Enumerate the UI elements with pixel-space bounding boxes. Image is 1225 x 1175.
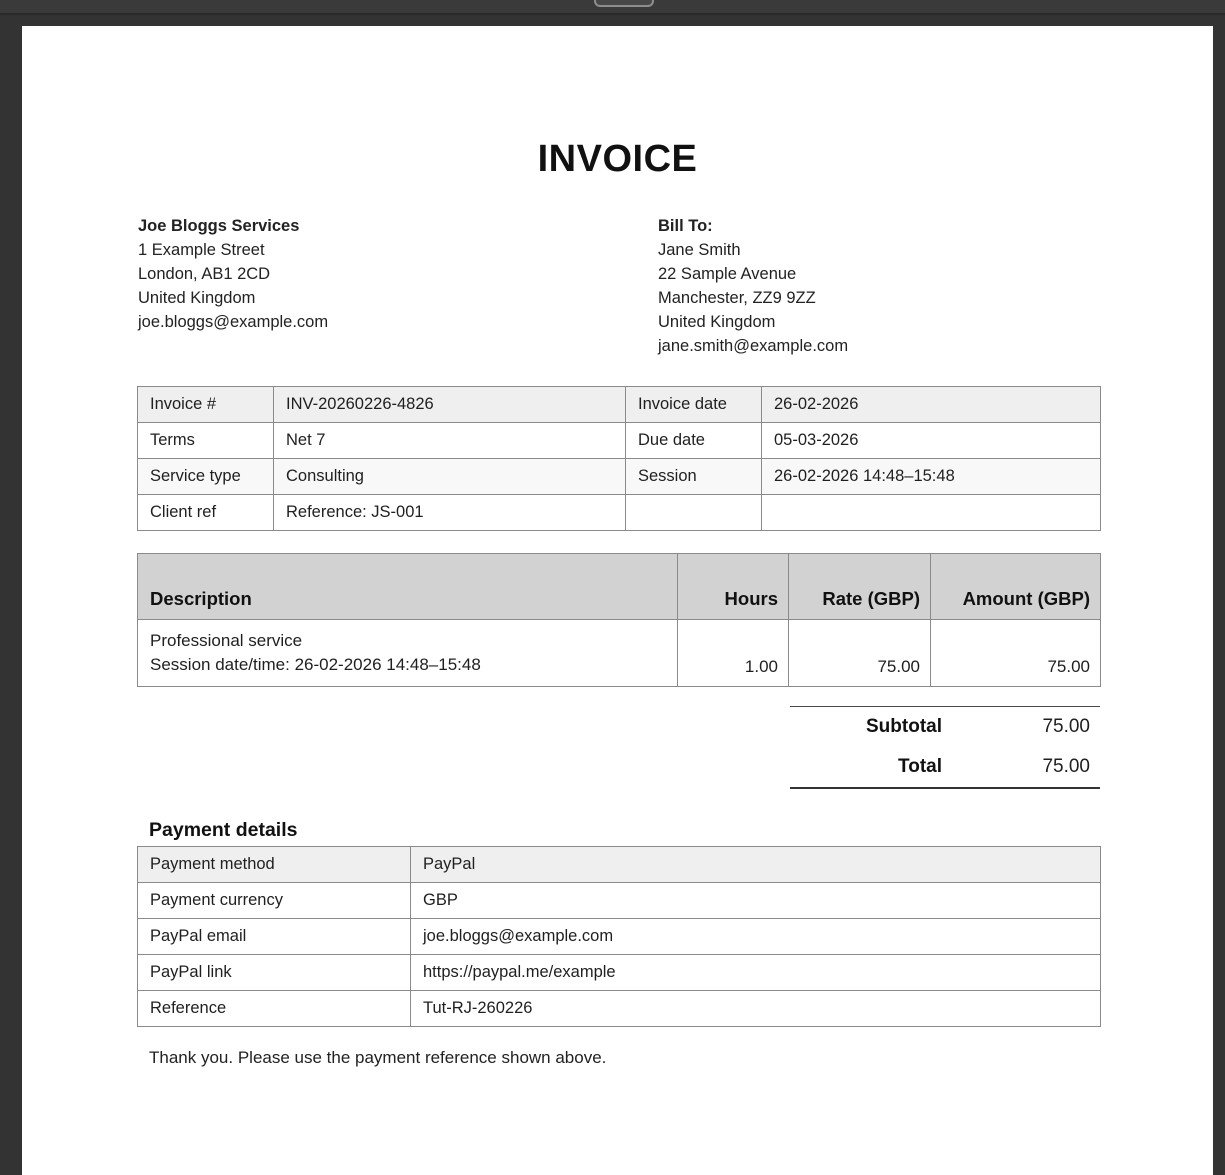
line-item-rate: 75.00	[789, 620, 931, 687]
line-item-description-line2: Session date/time: 26-02-2026 14:48–15:48	[150, 655, 481, 674]
total-label: Total	[898, 756, 942, 777]
line-item-description-line1: Professional service	[150, 631, 303, 650]
payment-value: Tut-RJ-260226	[411, 991, 1101, 1027]
line-items-header-row	[138, 554, 1101, 620]
col-header-amount: Amount (GBP)	[931, 554, 1101, 620]
payment-currency-row	[138, 883, 1101, 919]
meta-label: Terms	[138, 423, 274, 459]
sender-country: United Kingdom	[138, 289, 256, 307]
meta-label: Client ref	[138, 495, 274, 531]
subtotal-value: 75.00	[1042, 716, 1090, 737]
line-item-description	[138, 620, 678, 687]
sender-name: Joe Bloggs Services	[138, 217, 300, 235]
meta-value: Net 7	[274, 423, 626, 459]
bill-to-email: jane.smith@example.com	[658, 337, 849, 355]
meta-row-service-type	[138, 459, 1101, 495]
payment-method-row	[138, 847, 1101, 883]
meta-label: Invoice date	[626, 387, 762, 423]
totals-block	[790, 706, 1100, 789]
meta-value: 26-02-2026	[762, 387, 1101, 423]
payment-label: Payment method	[138, 847, 411, 883]
meta-value: Consulting	[274, 459, 626, 495]
sender-street: 1 Example Street	[138, 241, 265, 259]
line-item-hours: 1.00	[678, 620, 789, 687]
meta-label: Due date	[626, 423, 762, 459]
line-items-table	[137, 553, 1101, 687]
col-header-rate: Rate (GBP)	[789, 554, 931, 620]
bill-to-city: Manchester, ZZ9 9ZZ	[658, 289, 816, 307]
meta-value: INV-20260226-4826	[274, 387, 626, 423]
paypal-link-row	[138, 955, 1101, 991]
total-row	[790, 747, 1100, 787]
meta-label: Session	[626, 459, 762, 495]
footer-note: Thank you. Please use the payment reference shown above.	[149, 1048, 607, 1067]
meta-row-client-ref	[138, 495, 1101, 531]
bill-to-address-block	[658, 214, 848, 358]
total-value: 75.00	[1042, 756, 1090, 777]
col-header-hours: Hours	[678, 554, 789, 620]
sender-city: London, AB1 2CD	[138, 265, 271, 283]
col-header-description: Description	[138, 554, 678, 620]
payment-details-table	[137, 846, 1101, 1027]
meta-row-invoice-number	[138, 387, 1101, 423]
paypal-email-row	[138, 919, 1101, 955]
meta-value	[762, 495, 1101, 531]
payment-value: GBP	[411, 883, 1101, 919]
payment-label: PayPal link	[138, 955, 411, 991]
paypal-link[interactable]: https://paypal.me/example	[411, 955, 1101, 991]
invoice-page	[22, 26, 1213, 1175]
bill-to-street: 22 Sample Avenue	[658, 265, 797, 283]
meta-label: Invoice #	[138, 387, 274, 423]
meta-label	[626, 495, 762, 531]
meta-value: 26-02-2026 14:48–15:48	[762, 459, 1101, 495]
meta-value: 05-03-2026	[762, 423, 1101, 459]
payment-label: Reference	[138, 991, 411, 1027]
meta-label: Service type	[138, 459, 274, 495]
payment-label: Payment currency	[138, 883, 411, 919]
subtotal-row	[790, 707, 1100, 747]
invoice-title: INVOICE	[537, 138, 698, 180]
line-item-amount: 75.00	[931, 620, 1101, 687]
meta-value: Reference: JS-001	[274, 495, 626, 531]
line-item-row	[138, 620, 1101, 687]
toolbar-reveal-handle[interactable]	[594, 0, 654, 7]
payment-reference-row	[138, 991, 1101, 1027]
payment-value: PayPal	[411, 847, 1101, 883]
meta-row-terms	[138, 423, 1101, 459]
invoice-meta-table	[137, 386, 1101, 531]
viewer-top-bar	[0, 0, 1225, 15]
bill-to-label: Bill To:	[658, 217, 713, 235]
bill-to-name: Jane Smith	[658, 241, 741, 259]
sender-email: joe.bloggs@example.com	[138, 313, 329, 331]
sender-address-block	[138, 214, 328, 334]
payment-label: PayPal email	[138, 919, 411, 955]
bill-to-country: United Kingdom	[658, 313, 776, 331]
payment-value: joe.bloggs@example.com	[411, 919, 1101, 955]
subtotal-label: Subtotal	[866, 716, 942, 737]
payment-details-heading: Payment details	[149, 819, 298, 841]
